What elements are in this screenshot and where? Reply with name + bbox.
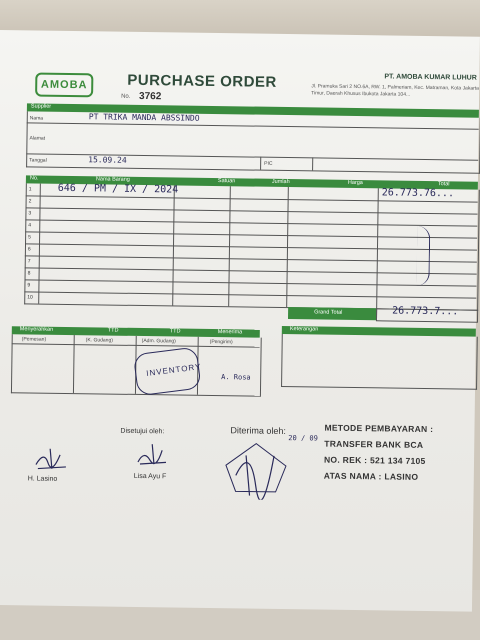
approval-sub-3: (Adm. Gudang): [141, 338, 176, 345]
handwritten-dash-mark: [416, 226, 430, 286]
table-row-number: 4: [28, 222, 32, 229]
approval-sub-4: (Pengirim): [209, 338, 233, 346]
po-number-label: No.: [121, 93, 131, 100]
table-row-number: 7: [27, 258, 31, 265]
table-row-number: 10: [27, 294, 33, 301]
receiver-signature: A. Rosa: [221, 373, 251, 382]
grand-total-value: 26.773.7...: [392, 305, 459, 318]
item-1-name: 646 / PM / IX / 2024: [57, 182, 179, 196]
company-address: Jl. Pramuka Sari 2 NO.6A, RW. 1, Palmeriam, Kec. Matraman, Kota Jakarta Timur, Daerah Khusus Ibukota Jakarta 104...: [311, 83, 480, 98]
payment-method-label: METODE PEMBAYARAN :: [324, 422, 434, 435]
approval-sub-2: (K. Gudang): [85, 337, 113, 344]
company-name: PT. AMOBA KUMAR LUHUR: [384, 73, 477, 82]
supplier-pic-label: PIC: [264, 160, 273, 167]
supplier-address-label: Alamat: [29, 135, 46, 142]
inventory-stamp-text: INVENTORY: [145, 362, 202, 378]
approval-col-sign-2: TTD: [169, 328, 181, 335]
table-row-number: 1: [28, 186, 32, 193]
col-item-name: Nama Barang: [95, 176, 130, 183]
col-total: Total: [437, 181, 450, 188]
table-row-number: 6: [27, 246, 31, 253]
supplier-section-label: Supplier: [30, 103, 52, 110]
supplier-divider-3: [260, 157, 261, 170]
table-row-number: 3: [28, 210, 32, 217]
col-qty: Jumlah: [271, 178, 290, 186]
signature-lasino: [32, 444, 72, 473]
po-number: 3762: [139, 90, 162, 103]
supplier-date-value: 15.09.24: [88, 155, 127, 165]
approval-col-handover: Menyerahkan: [19, 326, 54, 333]
page-title: PURCHASE ORDER: [127, 71, 277, 91]
approved-by-label: Disetujui oleh:: [120, 427, 165, 436]
supplier-name-value: PT TRIKA MANDA ABSSINDO: [88, 112, 200, 123]
table-row-number: 5: [28, 234, 31, 241]
table-row-number: 9: [27, 282, 31, 289]
payment-bank: TRANSFER BANK BCA: [324, 438, 424, 450]
receiver-stamp-signature: [215, 435, 296, 500]
received-date: 20 / 09: [288, 434, 318, 443]
signer-name-2: Lisa Ayu F: [133, 472, 167, 481]
signature-lisa: [134, 440, 174, 469]
approval-sub-1: (Pemesan): [21, 336, 47, 343]
grand-total-label: Grand Total: [314, 309, 343, 316]
received-by-label: Diterima oleh:: [230, 425, 287, 437]
supplier-name-label: Nama: [29, 115, 44, 122]
company-logo: AMOBA: [35, 72, 93, 97]
col-price: Harga: [347, 179, 363, 187]
table-row-number: 2: [28, 198, 32, 205]
payment-account-number: NO. REK : 521 134 7105: [323, 454, 426, 466]
inventory-stamp: [133, 347, 202, 397]
purchase-order-sheet: [0, 30, 480, 612]
notes-label: Keterangan: [289, 326, 319, 333]
item-1-total: 26.773.76...: [381, 187, 455, 200]
signer-name-1: H. Lasino: [27, 475, 58, 483]
supplier-date-label: Tanggal: [29, 157, 47, 164]
table-row-number: 8: [27, 270, 31, 277]
supplier-divider-4: [312, 157, 313, 170]
grand-total-bar: [288, 307, 376, 320]
approval-col-sign-1: TTD: [107, 327, 119, 334]
notes-box: [281, 334, 478, 390]
col-no: No.: [29, 175, 39, 182]
col-unit: Satuan: [217, 178, 236, 185]
payment-account-name: ATAS NAMA : LASINO: [323, 470, 419, 482]
approval-col-receive: Menerima: [217, 329, 243, 336]
